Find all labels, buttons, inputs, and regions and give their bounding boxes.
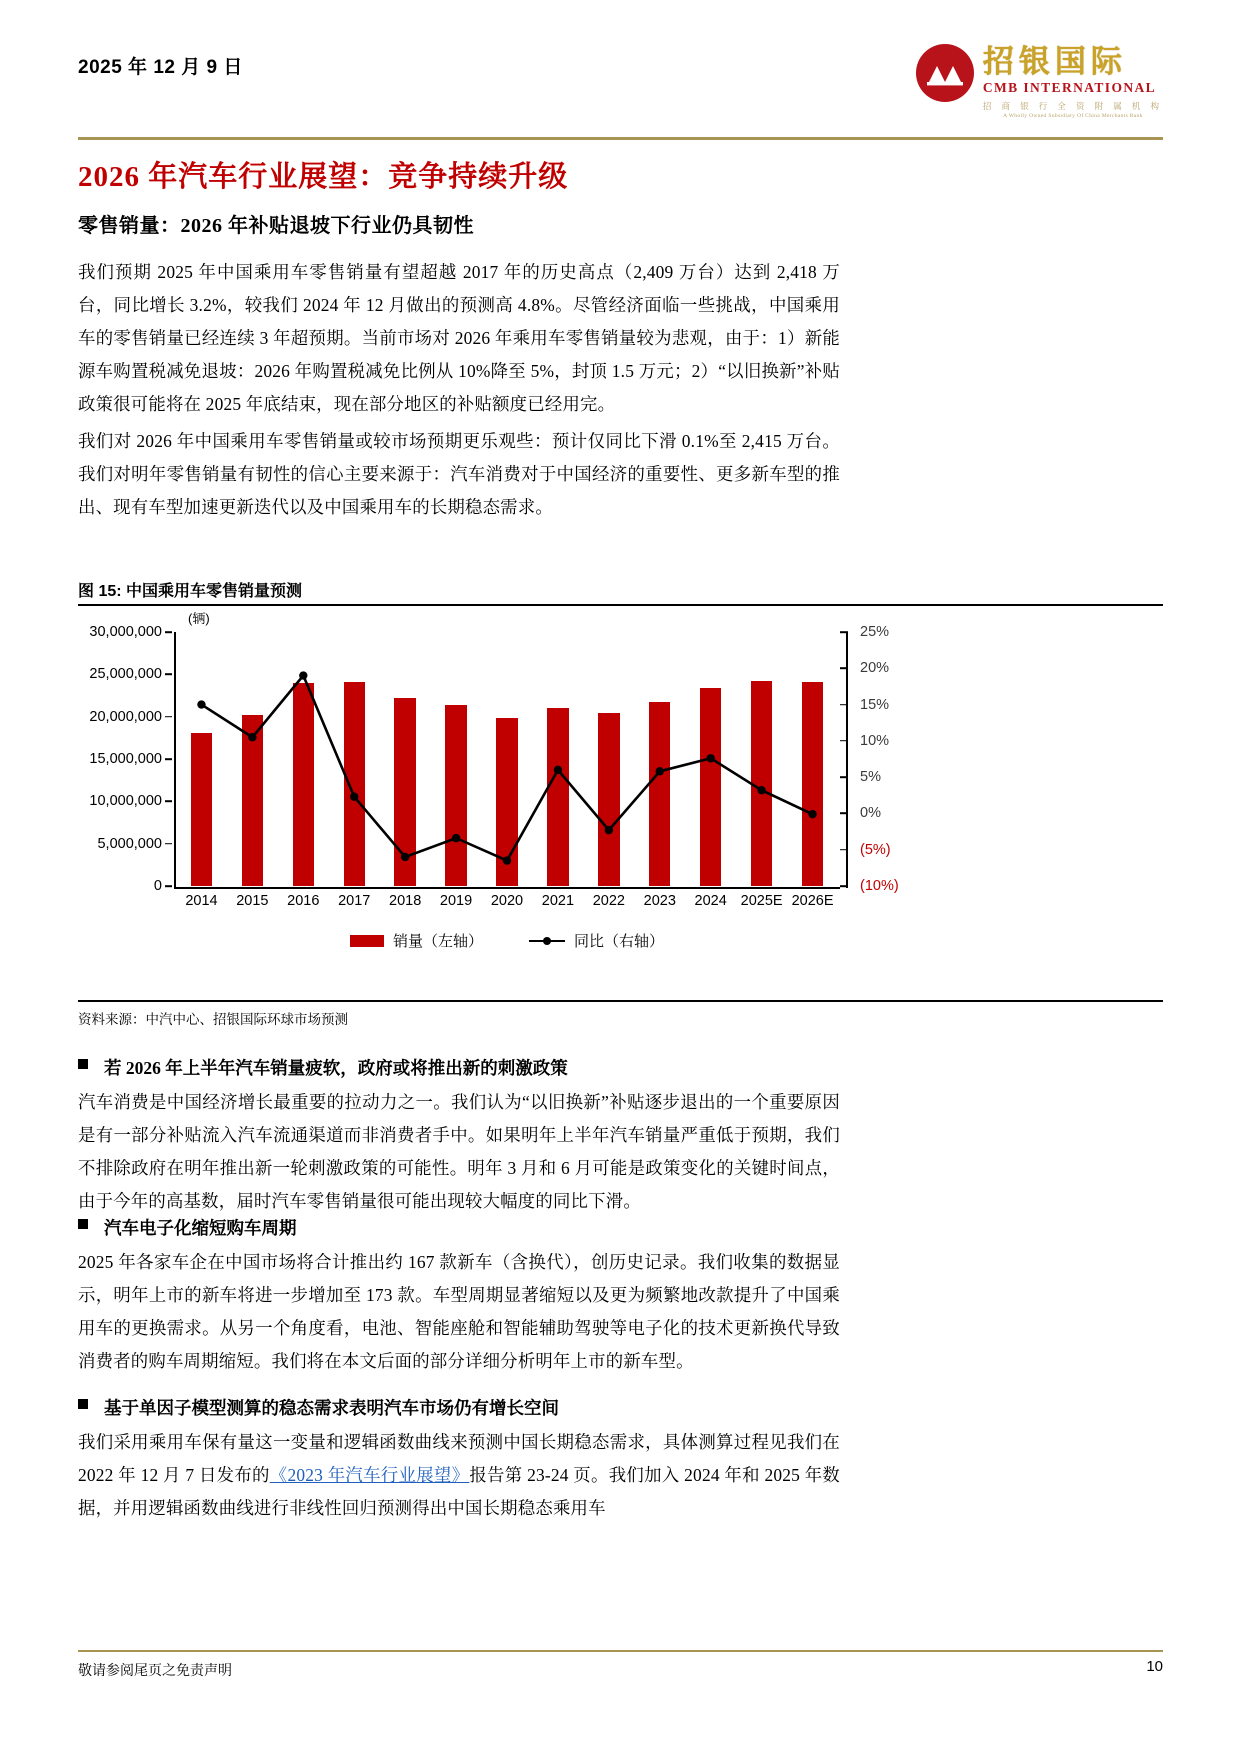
legend-bar-swatch-icon [350,935,384,947]
y-axis-right-tick-label: (5%) [860,841,891,858]
bullet-body-3 [78,1426,840,1525]
x-axis-tick-label: 2022 [592,893,625,909]
y-axis-left-tick [165,716,172,718]
report-link-2023-auto-outlook[interactable]: 《2023 年汽车行业展望》 [269,1465,470,1485]
yoy-line-series [176,632,838,886]
bullet-heading-3: 基于单因子模型测算的稳态需求表明汽车市场仍有增长空间 [104,1398,559,1418]
x-axis-tick-label: 2024 [694,893,727,909]
figure-bottom-rule [78,1000,1163,1002]
y-axis-right-tick-label: 5% [860,769,881,786]
chart-legend [176,930,838,951]
y-axis-left [78,624,174,894]
x-axis-tick-label: 2017 [338,893,371,909]
y-axis-left-tick-label: 30,000,000 [89,624,162,640]
figure-caption: 图 15: 中国乘用车零售销量预测 [78,583,303,600]
cmb-international-logo [916,44,1163,119]
x-axis-tick-label: 2015 [236,893,269,909]
y-axis-left-tick [165,801,172,803]
figure-top-rule [78,604,1163,606]
logo-english-name: CMB INTERNATIONAL [982,79,1157,95]
x-axis-tick-label: 2016 [287,893,320,909]
x-axis-line [174,887,840,889]
bullet-square-icon-3 [78,1399,88,1409]
x-axis-tick-label: 2025E [740,893,783,909]
x-axis-labels [176,893,838,917]
y-axis-right-tick-label: 15% [860,696,890,713]
legend-label-yoy: 同比（右轴） [574,934,665,950]
y-axis-right-tick-label: 10% [860,732,890,749]
footer-disclaimer: 敬请参阅尾页之免责声明 [78,1664,232,1679]
bullet-heading-1: 若 2026 年上半年汽车销量疲软，政府或将推出新的刺激政策 [104,1058,568,1078]
bullet-body-1: 汽车消费是中国经济增长最重要的拉动力之一。我们认为“以旧换新”补贴逐步退出的一个重要原因是有一部分补贴流入汽车流通渠道而非消费者手中。如果明年上半年汽车销量严重低于预期，我们不排除政府在明年推出新一轮刺激政策的可能性。明年 3 月和 6 月可能是政策变化的关键时间点，由于今年的高基数，届时汽车零售销量很可能出现较大幅度的同比下滑。 [78,1092,840,1211]
logo-subtitle-en: A Wholly Owned Subsidiary Of China Merchants Bank [1003,112,1143,119]
y-axis-left-tick [165,758,172,760]
y-axis-right-line [846,632,848,888]
y-axis-left-tick-label: 0 [153,878,162,894]
legend-item-yoy [529,930,664,951]
y-axis-left-tick [165,631,172,633]
legend-label-sales: 销量（左轴） [392,934,483,950]
legend-item-sales [350,930,483,951]
bullet-heading-2: 汽车电子化缩短购车周期 [104,1218,297,1238]
y-axis-left-tick-label: 25,000,000 [89,666,162,683]
y-axis-right-tick-label: 20% [860,660,890,677]
x-axis-tick-label: 2020 [490,893,524,909]
y-axis-left-tick [165,885,172,887]
bullet-square-icon-1 [78,1059,88,1069]
paragraph-2: 我们对 2026 年中国乘用车零售销量或较市场预期更乐观些：预计仅同比下滑 0.1%至 2,415 万台。我们对明年零售销量有韧性的信心主要来源于：汽车消费对于中国经济的重要性、更多新车型的推出、现有车型加速更新迭代以及中国乘用车的长期稳态需求。 [78,431,840,517]
chart-plot-area [176,632,838,886]
x-axis-tick-label: 2014 [185,893,218,909]
y-axis-right-tick-label: (10%) [860,878,899,894]
logo-subtitle-cn: 招 商 银 行 全 资 附 属 机 构 [982,100,1163,111]
bullet-body-3-post: 报告第 23-24 页。我们加入 2024 年和 2025 年数据，并用逻辑函数曲线进行非线性回归预测得出中国长期稳态乘用车 [78,1465,840,1518]
x-axis-tick-label: 2018 [389,893,422,909]
y-axis-right [840,624,990,894]
header-divider [78,137,1163,140]
x-axis-tick-label: 2023 [643,893,676,909]
y-axis-unit-label: (辆) [188,611,210,626]
y-axis-right-tick-label: 0% [860,805,881,822]
section-subtitle: 零售销量：2026 年补贴退坡下行业仍具韧性 [78,215,474,237]
y-axis-right-tick-label: 25% [860,624,890,640]
cmb-logo-mark-icon [916,44,974,102]
y-axis-left-tick-label: 20,000,000 [89,708,162,725]
x-axis-tick-label: 2026E [791,893,834,909]
x-axis-tick-label: 2021 [541,893,575,909]
page-number: 10 [1146,1658,1163,1675]
footer-divider [78,1650,1163,1652]
paragraph-1: 我们预期 2025 年中国乘用车零售销量有望超越 2017 年的历史高点（2,409 万台）达到 2,418 万台，同比增长 3.2%，较我们 2024 年 12 月做出的预测高 4.8%。尽管经济面临一些挑战，中国乘用车的零售销量已经连续 3 年超预期。当前市场对 2026 年乘用车零售销量较为悲观，由于：1）新能源车购置税减免退坡：2026 年购置税减免比例从 10%降至 5%，封顶 1.5 万元；2）“以旧换新”补贴政策很可能将在 2025 年底结束，现在部分地区的补贴额度已经用完。 [78,262,840,414]
y-axis-left-tick [165,843,172,845]
legend-line-swatch-icon [529,935,565,947]
y-axis-left-tick-label: 5,000,000 [97,835,162,852]
bullet-body-2: 2025 年各家车企在中国市场将合计推出约 167 款新车（含换代），创历史记录。我们收集的数据显示，明年上市的新车将进一步增加至 173 款。车型周期显著缩短以及更为频繁地改款提升了中国乘用车的更换需求。从另一个角度看，电池、智能座舱和智能辅助驾驶等电子化的技术更新换代导致消费者的购车周期缩短。我们将在本文后面的部分详细分析明年上市的新车型。 [78,1252,840,1371]
logo-chinese-name: 招银国际 [982,44,1127,79]
y-axis-left-tick [165,674,172,676]
x-axis-tick-label: 2019 [439,893,473,909]
y-axis-left-tick-label: 15,000,000 [89,751,162,767]
retail-sales-forecast-chart [78,610,1163,995]
bullet-body-3-pre: 我们采用乘用车保有量这一变量和逻辑函数曲线来预测中国长期稳态需求，具体测算过程见我们在 2022 年 12 月 7 日发布的 [78,1432,840,1485]
page-title: 2026 年汽车行业展望：竞争持续升级 [78,161,569,193]
report-date: 2025 年 12 月 9 日 [78,57,243,78]
bullet-square-icon-2 [78,1219,88,1229]
y-axis-left-tick-label: 10,000,000 [89,793,162,810]
figure-source: 资料来源：中汽中心、招银国际环球市场预测 [78,1012,348,1027]
